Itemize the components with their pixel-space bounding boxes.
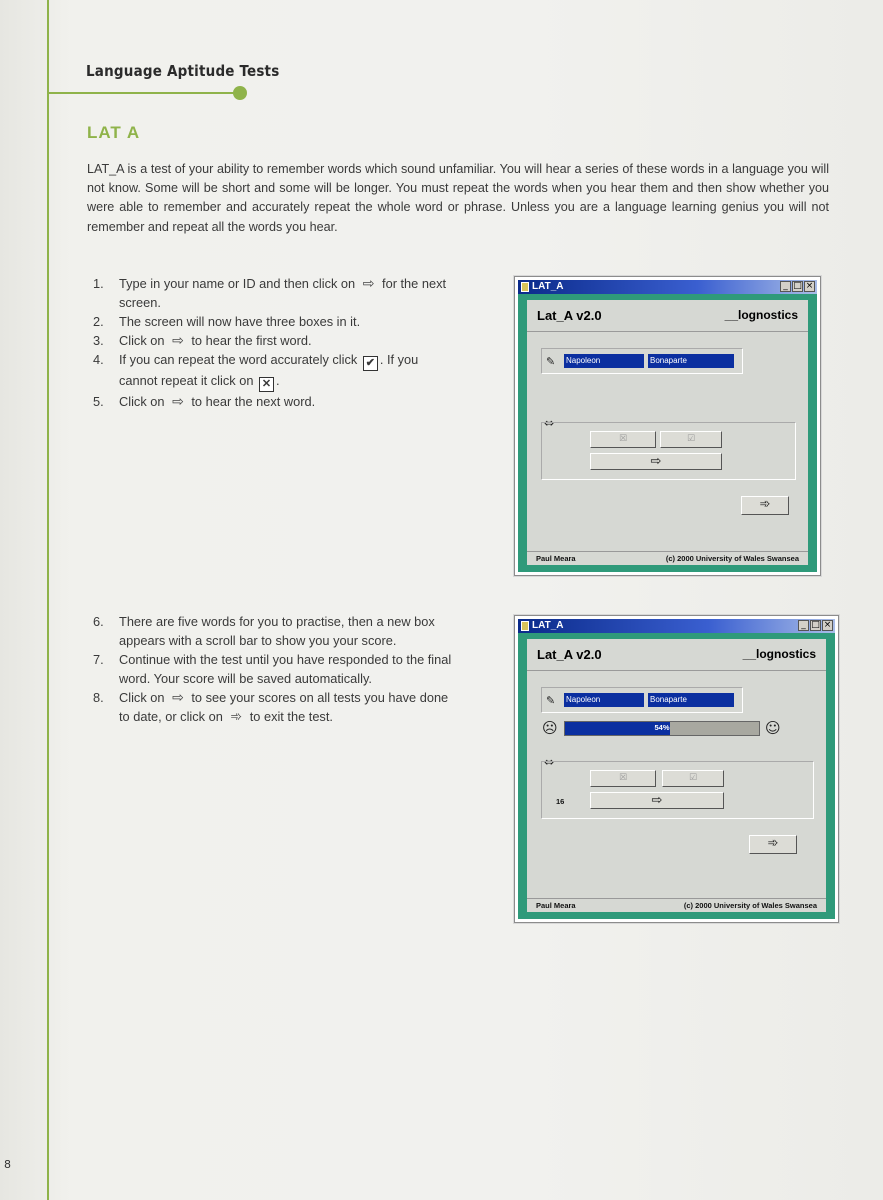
- page-number: 8: [4, 1158, 11, 1171]
- step-text: Click on: [119, 333, 165, 348]
- word-field-1[interactable]: Napoleon: [564, 354, 644, 368]
- ear-icon: ✎: [546, 694, 556, 707]
- exit-button[interactable]: ➾: [741, 496, 789, 515]
- window-titlebar: [518, 619, 835, 633]
- close-icon[interactable]: ×: [805, 281, 814, 291]
- copyright-label: (c) 2000 University of Wales Swansea: [665, 554, 799, 563]
- checkmark-box-icon: ✔: [363, 356, 378, 371]
- ear-icon: ✎: [546, 355, 556, 368]
- app-header: [527, 639, 826, 671]
- list-number: 5.: [93, 394, 104, 409]
- maximize-icon[interactable]: □: [793, 281, 802, 291]
- exit-button[interactable]: ➾: [749, 835, 797, 854]
- word-group: [541, 687, 743, 713]
- next-button[interactable]: ⇨: [590, 453, 722, 470]
- exit-arrow-icon: ➾: [230, 708, 243, 724]
- step-text: The screen will now have three boxes in it.: [119, 314, 361, 329]
- word-count: 16: [556, 797, 565, 806]
- step-text: to see your scores on all tests you have done to date, or click on: [119, 690, 449, 724]
- running-header: Language Aptitude Tests: [86, 62, 280, 80]
- app-header: [527, 300, 808, 332]
- word-field-1[interactable]: Napoleon: [564, 693, 644, 707]
- header-dot: [233, 86, 247, 100]
- instruction-list-b: [87, 612, 459, 726]
- list-number: 6.: [93, 614, 104, 629]
- check-button[interactable]: ☑: [660, 431, 722, 448]
- list-number: 8.: [93, 690, 104, 705]
- word-group: [541, 348, 743, 374]
- maximize-icon[interactable]: □: [811, 620, 820, 630]
- app-title: Lat_A v2.0: [537, 647, 602, 662]
- sad-face-icon: ☹: [542, 719, 558, 737]
- list-item: [87, 274, 459, 312]
- step-text: Click on: [119, 394, 165, 409]
- step-text: . If you cannot repeat it click on: [119, 352, 419, 388]
- cross-button[interactable]: ☒: [590, 770, 656, 787]
- screenshot-1: [514, 276, 821, 576]
- swap-arrows-icon: ⇔: [544, 416, 555, 430]
- step-text: Continue with the test until you have responded to the final word. Your score will be saved automatically.: [119, 652, 452, 686]
- step-text: to hear the first word.: [191, 333, 312, 348]
- response-group: [541, 761, 814, 819]
- instruction-list-a: [87, 274, 459, 411]
- arrow-right-icon: ⇨: [362, 275, 375, 291]
- minimize-icon[interactable]: _: [798, 620, 809, 631]
- step-text: .: [276, 373, 280, 388]
- section-title: LAT A: [87, 123, 141, 142]
- cross-button[interactable]: ☒: [590, 431, 656, 448]
- app-icon: [521, 621, 529, 631]
- list-item: [87, 312, 459, 331]
- author-label: Paul Meara: [536, 901, 576, 910]
- list-item: [87, 650, 459, 688]
- word-field-2[interactable]: Bonaparte: [648, 354, 734, 368]
- close-icon[interactable]: ×: [823, 620, 832, 630]
- window-title: LAT_A: [532, 281, 564, 292]
- step-text: Click on: [119, 690, 165, 705]
- word-field-2[interactable]: Bonaparte: [648, 693, 734, 707]
- window-titlebar: [518, 280, 817, 294]
- list-number: 4.: [93, 352, 104, 367]
- swap-arrows-icon: ⇔: [544, 755, 555, 769]
- app-window: [518, 619, 835, 919]
- window-title: LAT_A: [532, 620, 564, 631]
- arrow-right-icon: ⇨: [172, 689, 184, 705]
- margin-rule: [47, 0, 49, 1200]
- app-panel: [527, 300, 808, 565]
- cross-box-icon: ✕: [259, 377, 274, 392]
- check-button[interactable]: ☑: [662, 770, 724, 787]
- list-item: [87, 331, 459, 350]
- step-text: If you can repeat the word accurately click: [119, 352, 358, 367]
- progress-label: 54%: [654, 723, 670, 732]
- list-item: [87, 392, 459, 411]
- step-text: There are five words for you to practise, then a new box appears with a scroll bar to show you your score.: [119, 614, 435, 648]
- brand-logo: __lognostics: [742, 647, 816, 661]
- step-text: for the next screen.: [119, 276, 447, 310]
- app-window: [518, 280, 817, 572]
- brand-logo: __lognostics: [724, 308, 798, 322]
- status-bar: [527, 551, 808, 565]
- step-text: to exit the test.: [249, 709, 333, 724]
- app-title: Lat_A v2.0: [537, 308, 602, 323]
- list-item: [87, 612, 459, 650]
- intro-paragraph: LAT_A is a test of your ability to remember words which sound unfamiliar. You will hear a series of these words in a language you will not know. Some will be short and some will be longer. You must repeat the words when you hear them and then show whether you were able to remember and accurately repeat the whole word or phrase. Unless you are a language learning genius you will not remember and repeat all the words you hear.: [87, 162, 829, 234]
- copyright-label: (c) 2000 University of Wales Swansea: [683, 901, 817, 910]
- app-panel: [527, 639, 826, 912]
- step-text: to hear the next word.: [191, 394, 316, 409]
- step-text: Type in your name or ID and then click on: [119, 276, 356, 291]
- app-icon: [521, 282, 529, 292]
- response-group: [541, 422, 796, 480]
- list-number: 2.: [93, 314, 104, 329]
- score-progress-bar: [564, 721, 760, 736]
- arrow-right-icon: ⇨: [172, 393, 184, 409]
- screenshot-2: [514, 615, 839, 923]
- next-button[interactable]: ⇨: [590, 792, 724, 809]
- list-item: [87, 350, 459, 392]
- header-rule: [48, 92, 238, 94]
- list-number: 1.: [93, 276, 104, 291]
- happy-face-icon: ☺: [765, 719, 781, 737]
- minimize-icon[interactable]: _: [780, 281, 791, 292]
- list-number: 3.: [93, 333, 104, 348]
- list-item: [87, 688, 459, 726]
- author-label: Paul Meara: [536, 554, 576, 563]
- arrow-right-icon: ⇨: [172, 332, 184, 348]
- status-bar: [527, 898, 826, 912]
- list-number: 7.: [93, 652, 104, 667]
